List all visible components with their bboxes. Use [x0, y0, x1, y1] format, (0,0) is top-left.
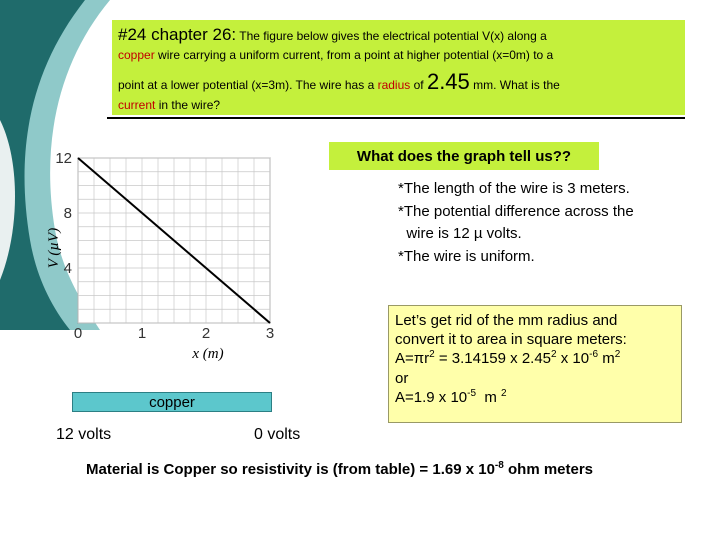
problem-text-1: The figure below gives the electrical potential V(x) along a: [236, 29, 547, 43]
fact-uniform: *The wire is uniform.: [398, 247, 535, 265]
radius-value: 2.45: [426, 69, 470, 95]
problem-text-5: mm. What is the: [469, 78, 560, 93]
problem-statement: [112, 20, 685, 115]
y-axis-label: V (µV): [46, 227, 62, 269]
problem-text-2: wire carrying a uniform current, from a point at higher potential (x=0m) to a: [154, 47, 554, 62]
left-voltage: 12 volts: [56, 426, 112, 443]
y-tick-label: 8: [63, 205, 72, 222]
fact-length: *The length of the wire is 3 meters.: [398, 180, 630, 197]
calc-line-1: Let’s get rid of the mm radius and: [395, 312, 618, 329]
problem-number: #24 chapter 26:: [118, 25, 237, 44]
x-axis-label: x (m): [192, 346, 224, 362]
calc-line-4: or: [395, 369, 409, 387]
y-tick-label: 12: [55, 150, 72, 167]
current-word: current: [118, 97, 156, 112]
calc-line-5: A=1.9 x $10^{-5}$ m $^2$: [395, 387, 507, 406]
fact-potential-2: wire is 12 µ volts.: [398, 225, 522, 242]
wire-label: copper: [149, 393, 195, 411]
potential-graph: [40, 148, 290, 363]
problem-text-3: point at a lower potential (x=3m). The wire has a: [118, 78, 378, 93]
material-word: copper: [118, 47, 155, 62]
radius-word: radius: [377, 78, 411, 93]
right-voltage: 0 volts: [254, 426, 301, 443]
x-tick-label: 2: [201, 325, 211, 342]
x-tick-label: 0: [73, 325, 83, 342]
copper-wire: [72, 392, 272, 412]
y-tick-label: 4: [63, 260, 72, 277]
calc-line-2: convert it to area in square meters:: [395, 331, 627, 349]
x-tick-label: 3: [265, 325, 275, 342]
x-tick-label: 1: [137, 325, 147, 342]
problem-text-6: in the wire?: [155, 97, 221, 112]
divider-line: [107, 117, 685, 119]
problem-text-4: of: [410, 78, 427, 93]
fact-potential-1: *The potential difference across the: [398, 202, 634, 220]
area-calculation: [388, 305, 682, 423]
question-banner: What does the graph tell us??: [329, 142, 599, 170]
calc-line-3: $A=\pi r^2 = 3.14159$ x 2.45$^2$ x $10^{-6}$ $m^2$: [395, 349, 621, 368]
resistivity-statement: Material is Copper so resistivity is (from table) = 1.69 x $10^{-8}$ ohm meters: [86, 460, 594, 478]
graph-facts: [398, 178, 698, 268]
